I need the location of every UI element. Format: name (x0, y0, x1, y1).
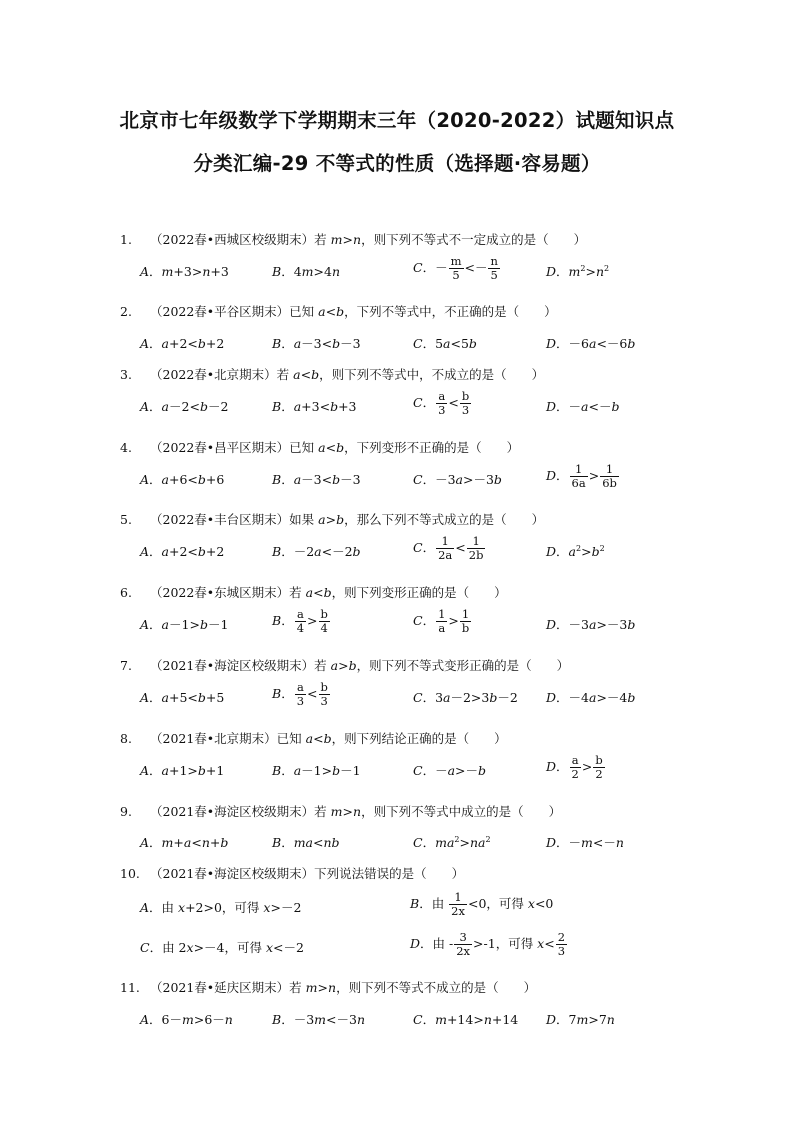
question-text: （2022春•丰台区期末）如果 a>b，那么下列不等式成立的是（ ） (150, 512, 545, 527)
question-text: （2021春•海淀区校级期末）若 a>b，则下列不等式变形正确的是（ ） (150, 658, 570, 673)
answer-option[interactable]: A．a+2<b+2 (140, 336, 225, 351)
answer-option[interactable]: A．a+2<b+2 (140, 544, 225, 559)
answer-option[interactable]: D．－m<－n (546, 835, 624, 850)
question-number: 6. (120, 585, 132, 600)
question-text: （2021春•北京期末）已知 a<b，则下列结论正确的是（ ） (150, 731, 507, 746)
answer-option[interactable]: A．由 x+2>0，可得 x>－2 (140, 900, 302, 915)
answer-option[interactable]: A．m+a<n+b (140, 835, 229, 850)
fraction: $\frac{1}{2b}$ (468, 534, 484, 562)
answer-option[interactable]: D．7m>7n (546, 1012, 615, 1027)
question-number: 3. (120, 367, 132, 382)
answer-option[interactable]: C． $\frac{1}{2a}$ < $\frac{1}{2b}$ (413, 534, 484, 562)
question-stem (120, 510, 544, 528)
answer-option[interactable]: B．4m>4n (272, 264, 340, 279)
question-stem (120, 230, 586, 248)
fraction: $\frac{1}{6b}$ (602, 462, 617, 490)
fraction: $\frac{b}{3}$ (320, 680, 328, 708)
answer-option[interactable]: D． $\frac{1}{6a}$ > $\frac{1}{6b}$ (546, 462, 617, 490)
question-text: （2021春•海淀区校级期末）若 m>n，则下列不等式中成立的是（ ） (150, 804, 562, 819)
answer-option[interactable]: C．5a<5b (413, 336, 477, 351)
question-stem (120, 864, 464, 882)
answer-option[interactable]: D． $\frac{a}{2}$ > $\frac{b}{2}$ (546, 753, 603, 781)
question-text: （2021春•海淀区校级期末）下列说法错误的是（ ） (150, 866, 465, 881)
answer-option[interactable]: B．－3m<－3n (272, 1012, 365, 1027)
fraction: $\frac{1}{b}$ (461, 607, 470, 635)
question-stem (120, 302, 557, 320)
answer-option[interactable]: C．－ $\frac{m}{5}$ <－ $\frac{n}{5}$ (413, 254, 498, 282)
fraction: $\frac{b}{2}$ (595, 753, 603, 781)
question-stem (120, 656, 569, 674)
fraction: $\frac{a}{4}$ (296, 607, 305, 635)
question-number: 4. (120, 440, 132, 455)
answer-option[interactable]: B．a+3<b+3 (272, 399, 357, 414)
fraction: $\frac{1}{2a}$ (438, 534, 453, 562)
answer-option[interactable]: B．a－3<b－3 (272, 336, 361, 351)
answer-option[interactable]: B． $\frac{a}{4}$ > $\frac{b}{4}$ (272, 607, 328, 635)
fraction: $\frac{3}{2x}$ (456, 930, 471, 958)
answer-option[interactable]: C．$ma^2>na^2$ (413, 835, 491, 850)
answer-option[interactable]: B．a－3<b－3 (272, 472, 361, 487)
answer-option[interactable]: B．a－1>b－1 (272, 763, 361, 778)
answer-option[interactable]: D．$a^2>b^2$ (546, 544, 605, 559)
answer-option[interactable]: A．m+3>n+3 (140, 264, 229, 279)
answer-option[interactable]: A．6－m>6－n (140, 1012, 233, 1027)
answer-option[interactable]: C．m+14>n+14 (413, 1012, 519, 1027)
answer-option[interactable]: C．－3a>－3b (413, 472, 502, 487)
answer-option[interactable]: C．－a>－b (413, 763, 487, 778)
question-text: （2022春•东城区期末）若 a<b，则下列变形正确的是（ ） (150, 585, 507, 600)
answer-option[interactable]: D．－6a<－6b (546, 336, 636, 351)
question-number: 2. (120, 304, 132, 319)
fraction: $\frac{n}{5}$ (490, 254, 498, 282)
answer-option[interactable]: A．a+1>b+1 (140, 763, 225, 778)
answer-option[interactable]: D．－a<－b (546, 399, 620, 414)
fraction: $\frac{b}{4}$ (320, 607, 328, 635)
question-stem (120, 583, 507, 601)
answer-option[interactable]: B．由 $\frac{1}{2x}$ <0，可得 x<0 (410, 890, 554, 918)
answer-option[interactable]: B．－2a<－2b (272, 544, 361, 559)
question-number: 7. (120, 658, 132, 673)
question-stem (120, 978, 536, 996)
question-text: （2022春•西城区校级期末）若 m>n，则下列不等式不一定成立的是（ ） (150, 232, 587, 247)
answer-option[interactable]: A．a－2<b－2 (140, 399, 229, 414)
fraction: $\frac{a}{3}$ (296, 680, 305, 708)
fraction: $\frac{m}{5}$ (450, 254, 462, 282)
fraction: $\frac{1}{a}$ (438, 607, 446, 635)
document-title-line-2: 分类汇编-29 不等式的性质（选择题·容易题） (193, 152, 601, 175)
fraction: $\frac{a}{2}$ (571, 753, 579, 781)
fraction: $\frac{1}{6a}$ (571, 462, 586, 490)
question-text: （2022春•平谷区期末）已知 a<b，下列不等式中，不正确的是（ ） (150, 304, 557, 319)
question-text: （2021春•延庆区期末）若 m>n，则下列不等式不成立的是（ ） (150, 980, 537, 995)
answer-option[interactable]: D．$m^2>n^2$ (546, 264, 610, 279)
question-stem (120, 802, 561, 820)
question-number: 1. (120, 232, 132, 247)
answer-option[interactable]: D．由 - $\frac{3}{2x}$ >-1，可得 x< $\frac{2}{3}$ (410, 930, 566, 958)
fraction: $\frac{1}{2x}$ (451, 890, 465, 918)
question-text: （2022春•北京期末）若 a<b，则下列不等式中，不成立的是（ ） (150, 367, 545, 382)
document-title-line-1: 北京市七年级数学下学期期末三年（2020-2022）试题知识点 (119, 109, 675, 132)
fraction: $\frac{a}{3}$ (438, 389, 446, 417)
answer-option[interactable]: C． $\frac{1}{a}$ > $\frac{1}{b}$ (413, 607, 470, 635)
fraction: $\frac{2}{3}$ (557, 930, 566, 958)
answer-option[interactable]: D．－3a>－3b (546, 617, 636, 632)
answer-option[interactable]: C．3a－2>3b－2 (413, 690, 518, 705)
answer-option[interactable]: C． $\frac{a}{3}$ < $\frac{b}{3}$ (413, 389, 470, 417)
question-stem (120, 729, 507, 747)
question-number: 10. (120, 866, 140, 881)
answer-option[interactable]: B． $\frac{a}{3}$ < $\frac{b}{3}$ (272, 680, 328, 708)
question-number: 11. (120, 980, 140, 995)
fraction: $\frac{b}{3}$ (461, 389, 470, 417)
question-number: 9. (120, 804, 132, 819)
question-text: （2022春•昌平区期末）已知 a<b，下列变形不正确的是（ ） (150, 440, 520, 455)
question-number: 8. (120, 731, 132, 746)
answer-option[interactable]: A．a+6<b+6 (140, 472, 225, 487)
question-number: 5. (120, 512, 132, 527)
question-stem (120, 365, 544, 383)
answer-option[interactable]: A．a－1>b－1 (140, 617, 229, 632)
answer-option[interactable]: C．由 2x>－4，可得 x<－2 (140, 940, 304, 955)
question-stem (120, 438, 519, 456)
answer-option[interactable]: B．ma<nb (272, 835, 340, 850)
answer-option[interactable]: D．－4a>－4b (546, 690, 636, 705)
answer-option[interactable]: A．a+5<b+5 (140, 690, 225, 705)
